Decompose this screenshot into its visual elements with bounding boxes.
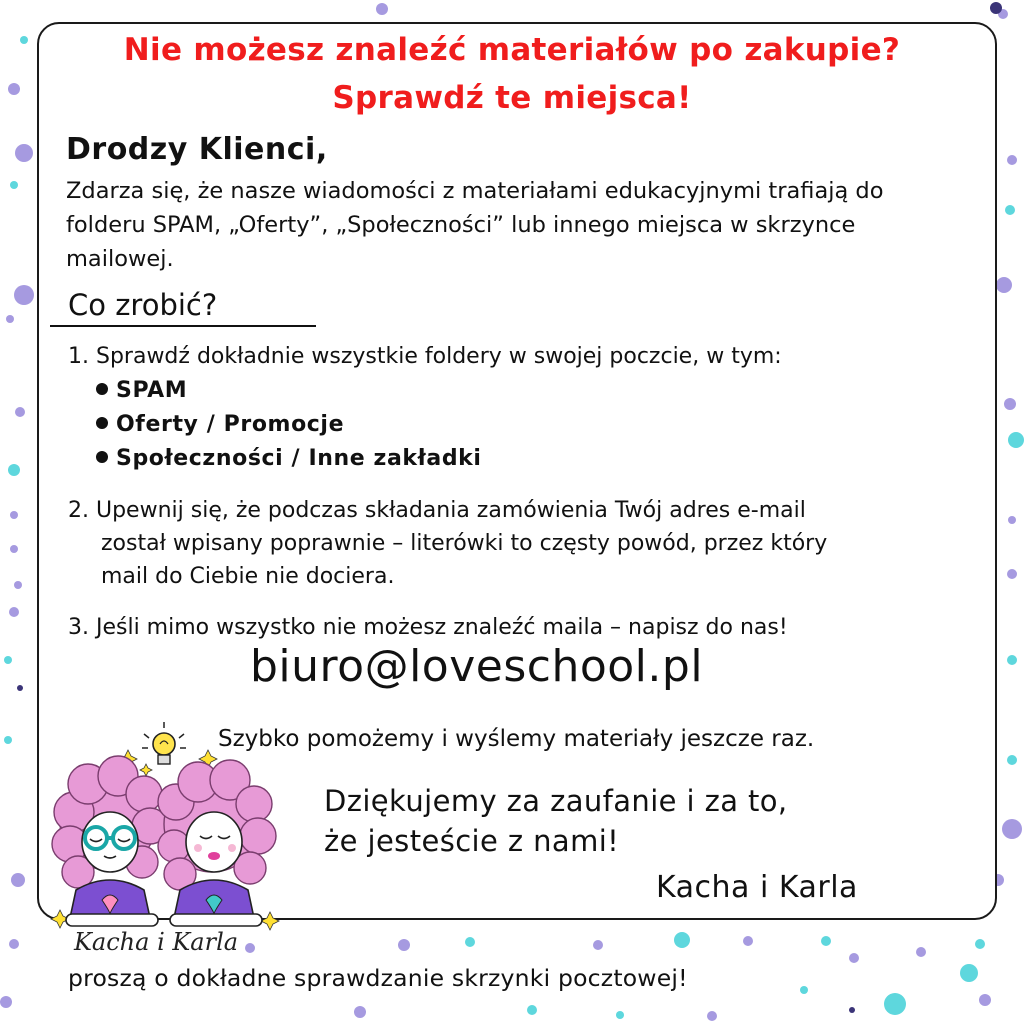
what-heading: Co zrobić? [68, 288, 218, 322]
heading-underline [50, 325, 316, 327]
bottom-message: proszą o dokładne sprawdzanie skrzynki pocztowej! [68, 964, 688, 992]
title-line-2: Sprawdź te miejsca! [332, 80, 692, 116]
lightbulb-icon [142, 722, 186, 764]
bullet-spam: SPAM [96, 378, 187, 403]
step-2-line-2: został wpisany poprawnie – literówki to częsty powód, przez który [101, 531, 828, 556]
step-3: 3. Jeśli mimo wszystko nie możesz znaleźć maila – napisz do nas! [68, 615, 788, 640]
bullet-dot-icon [96, 451, 108, 463]
step-2-line-1: 2. Upewnij się, że podczas składania zamówienia Twój adres e-mail [68, 498, 806, 523]
thanks-line-2: że jesteście z nami! [324, 824, 620, 858]
signature: Kacha i Karla [656, 870, 858, 905]
greeting: Drodzy Klienci, [66, 132, 328, 167]
step-2-line-3: mail do Ciebie nie dociera. [101, 564, 395, 589]
bullet-dot-icon [96, 417, 108, 429]
bullet-offers: Oferty / Promocje [96, 412, 344, 437]
help-text: Szybko pomożemy i wyślemy materiały jeszcze raz. [218, 726, 815, 752]
characters-illustration [46, 722, 286, 934]
bullet-social: Społeczności / Inne zakładki [96, 446, 482, 471]
bullet-dot-icon [96, 383, 108, 395]
intro-text: Zdarza się, że nasze wiadomości z materiałami edukacyjnymi trafiają do folderu SPAM, „Oferty”, „Społeczności” lub innego miejsca w skrzynce mailowej. [66, 178, 884, 272]
step-1: 1. Sprawdź dokładnie wszystkie foldery w swojej poczcie, w tym: [68, 344, 782, 369]
contact-email[interactable]: biuro@loveschool.pl [250, 641, 704, 692]
illustration-caption: Kacha i Karla [74, 928, 239, 956]
title-line-1: Nie możesz znaleźć materiałów po zakupie? [123, 32, 901, 68]
thanks-line-1: Dziękujemy za zaufanie i za to, [324, 784, 788, 818]
